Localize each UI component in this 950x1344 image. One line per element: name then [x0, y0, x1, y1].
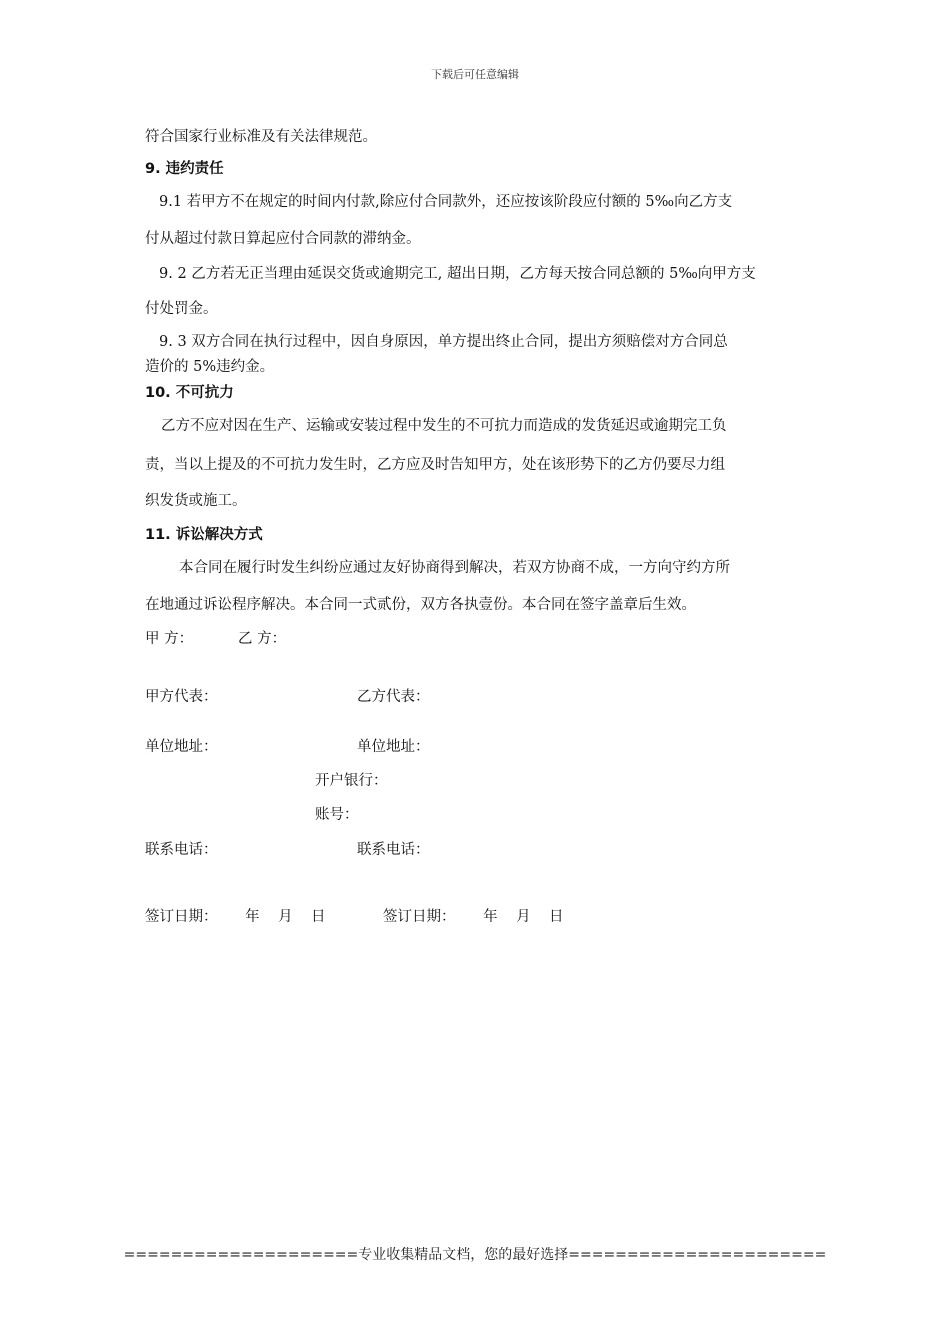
party-b-sign-date: 签订日期： 年 月 日 [383, 909, 564, 925]
party-a-sign-date: 签订日期： 年 月 日 [145, 909, 326, 925]
clause-9-2-line-1: 9. 2 乙方若无正当理由延误交货或逾期完工, 超出日期，乙方每天按合同总额的 5‰向甲方支 [159, 266, 756, 282]
section-11-line-1: 本合同在履行时发生纠纷应通过友好协商得到解决，若双方协商不成，一方向守约方所 [179, 560, 730, 576]
party-a-label: 甲 方： [145, 631, 194, 647]
party-b-label: 乙 方： [238, 631, 287, 647]
clause-9-2-line-2: 付处罚金。 [145, 301, 218, 317]
page-header-note: 下载后可任意编辑 [431, 68, 519, 81]
section-10-line-1: 乙方不应对因在生产、运输或安装过程中发生的不可抗力而造成的发货延迟或逾期完工负 [161, 418, 727, 434]
section-11-heading: 11. 诉讼解决方式 [145, 527, 263, 543]
clause-9-3-line-1: 9. 3 双方合同在执行过程中，因自身原因，单方提出终止合同，提出方须赔偿对方合同总 [159, 334, 728, 350]
bank-label: 开户银行： [315, 773, 388, 789]
party-a-representative: 甲方代表： [145, 689, 218, 705]
party-b-address: 单位地址： [357, 739, 430, 755]
clause-9-3-line-2: 造价的 5%违约金。 [145, 359, 275, 375]
party-b-phone: 联系电话： [357, 842, 430, 858]
section-10-heading: 10. 不可抗力 [145, 385, 234, 401]
page-footer: ====================专业收集精品文档，您的最好选择====================== [123, 1247, 827, 1263]
intro-paragraph: 符合国家行业标准及有关法律规范。 [145, 129, 377, 145]
party-a-address: 单位地址： [145, 739, 218, 755]
account-label: 账号： [315, 807, 359, 823]
section-10-line-2: 责，当以上提及的不可抗力发生时，乙方应及时告知甲方，处在该形势下的乙方仍要尽力组 [145, 457, 725, 473]
clause-9-1-line-2: 付从超过付款日算起应付合同款的滞纳金。 [145, 231, 421, 247]
section-11-line-2: 在地通过诉讼程序解决。本合同一式贰份，双方各执壹份。本合同在签字盖章后生效。 [145, 597, 696, 613]
clause-9-1-line-1: 9.1 若甲方不在规定的时间内付款,除应付合同款外，还应按该阶段应付额的 5‰向乙方支 [159, 194, 733, 210]
party-b-representative: 乙方代表： [357, 689, 430, 705]
section-9-heading: 9. 违约责任 [145, 161, 224, 177]
party-a-phone: 联系电话： [145, 842, 218, 858]
section-10-line-3: 织发货或施工。 [145, 493, 247, 509]
